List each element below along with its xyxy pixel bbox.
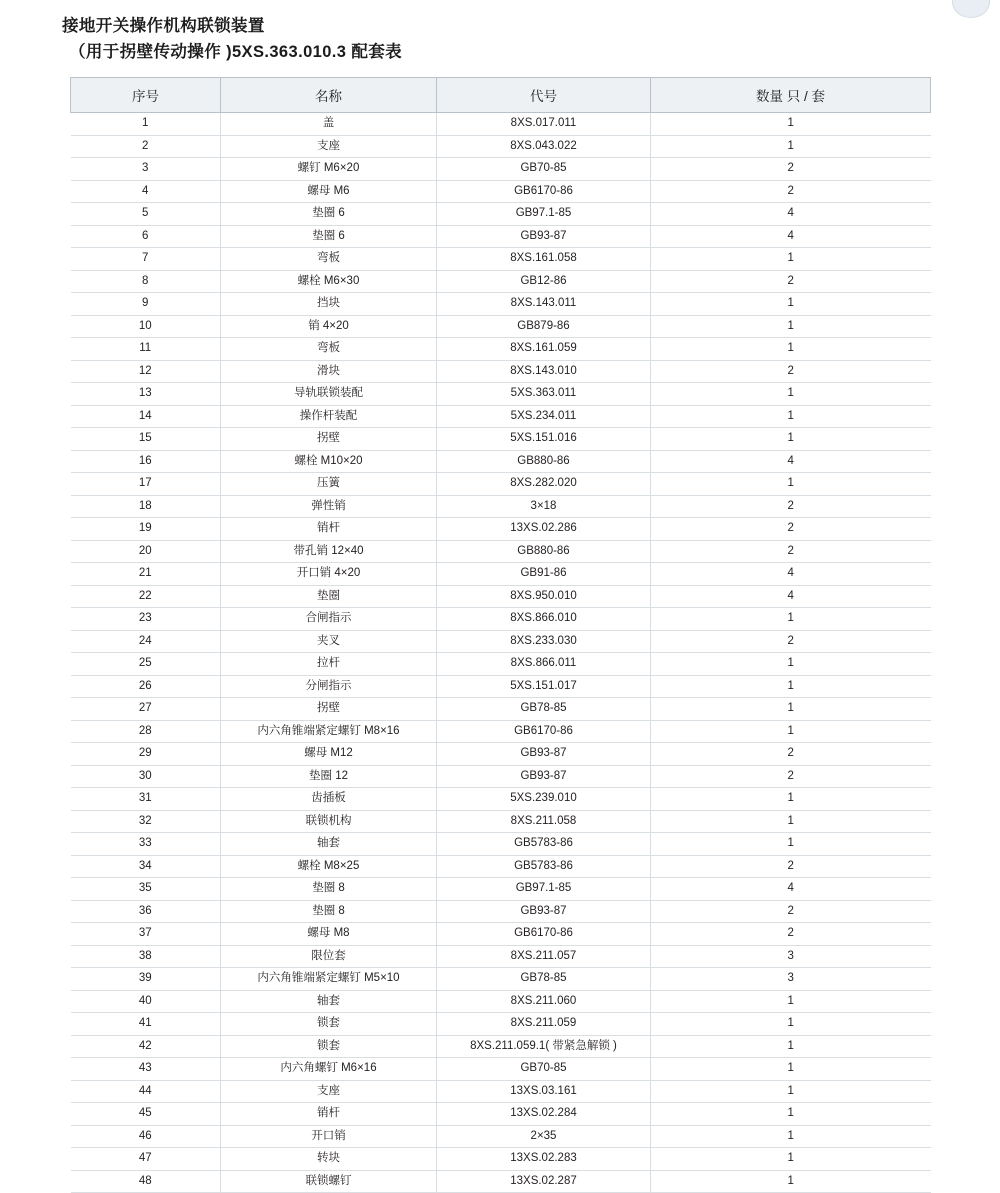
- cell-code: 8XS.211.058: [437, 810, 651, 833]
- cell-name: 开口销: [221, 1125, 437, 1148]
- table-row: [71, 1170, 931, 1193]
- cell-name: 螺母 M6: [221, 180, 437, 203]
- cell-code: 8XS.143.010: [437, 360, 651, 383]
- table-row: [71, 1148, 931, 1171]
- cell-name: 垫圈 6: [221, 203, 437, 226]
- cell-code: 8XS.211.060: [437, 990, 651, 1013]
- cell-index: 14: [71, 405, 221, 428]
- cell-index: 18: [71, 495, 221, 518]
- cell-code: GB70-85: [437, 1058, 651, 1081]
- cell-quantity: 1: [651, 1148, 931, 1171]
- table-row: [71, 765, 931, 788]
- cell-index: 46: [71, 1125, 221, 1148]
- table-row: [71, 990, 931, 1013]
- cell-code: 8XS.233.030: [437, 630, 651, 653]
- cell-code: 8XS.211.059.1( 带紧急解锁 ): [437, 1035, 651, 1058]
- cell-index: 30: [71, 765, 221, 788]
- cell-index: 9: [71, 293, 221, 316]
- cell-quantity: 1: [651, 113, 931, 136]
- parts-table: [70, 77, 931, 1193]
- cell-code: 13XS.02.283: [437, 1148, 651, 1171]
- cell-quantity: 1: [651, 135, 931, 158]
- cell-quantity: 1: [651, 428, 931, 451]
- table-row: [71, 203, 931, 226]
- parts-table-body: [71, 113, 931, 1193]
- cell-quantity: 1: [651, 653, 931, 676]
- cell-quantity: 1: [651, 1170, 931, 1193]
- cell-quantity: 1: [651, 405, 931, 428]
- cell-code: GB880-86: [437, 540, 651, 563]
- cell-index: 15: [71, 428, 221, 451]
- cell-quantity: 1: [651, 990, 931, 1013]
- column-header-quantity: 数量 只 / 套: [651, 78, 931, 113]
- cell-index: 45: [71, 1103, 221, 1126]
- cell-index: 25: [71, 653, 221, 676]
- cell-code: GB6170-86: [437, 923, 651, 946]
- cell-index: 36: [71, 900, 221, 923]
- cell-name: 垫圈 12: [221, 765, 437, 788]
- cell-code: 13XS.03.161: [437, 1080, 651, 1103]
- table-row: [71, 810, 931, 833]
- cell-name: 弯板: [221, 248, 437, 271]
- cell-quantity: 1: [651, 1080, 931, 1103]
- table-row: [71, 540, 931, 563]
- table-header-row: [71, 78, 931, 113]
- cell-index: 44: [71, 1080, 221, 1103]
- cell-index: 7: [71, 248, 221, 271]
- cell-index: 38: [71, 945, 221, 968]
- cell-code: GB5783-86: [437, 833, 651, 856]
- table-row: [71, 923, 931, 946]
- cell-quantity: 1: [651, 383, 931, 406]
- cell-quantity: 2: [651, 180, 931, 203]
- cell-code: GB93-87: [437, 743, 651, 766]
- cell-code: 3×18: [437, 495, 651, 518]
- table-row: [71, 675, 931, 698]
- cell-quantity: 2: [651, 855, 931, 878]
- cell-quantity: 1: [651, 248, 931, 271]
- cell-index: 40: [71, 990, 221, 1013]
- cell-quantity: 1: [651, 788, 931, 811]
- cell-name: 内六角锥端紧定螺钉 M8×16: [221, 720, 437, 743]
- table-row: [71, 788, 931, 811]
- cell-index: 2: [71, 135, 221, 158]
- cell-code: 2×35: [437, 1125, 651, 1148]
- cell-quantity: 1: [651, 293, 931, 316]
- cell-quantity: 3: [651, 968, 931, 991]
- cell-quantity: 1: [651, 1058, 931, 1081]
- cell-quantity: 1: [651, 1013, 931, 1036]
- cell-code: GB93-87: [437, 900, 651, 923]
- cell-name: 螺栓 M6×30: [221, 270, 437, 293]
- cell-name: 垫圈: [221, 585, 437, 608]
- cell-code: GB78-85: [437, 698, 651, 721]
- cell-index: 19: [71, 518, 221, 541]
- table-row: [71, 135, 931, 158]
- cell-name: 分闸指示: [221, 675, 437, 698]
- cell-index: 41: [71, 1013, 221, 1036]
- cell-quantity: 4: [651, 225, 931, 248]
- cell-name: 夹叉: [221, 630, 437, 653]
- cell-quantity: 2: [651, 540, 931, 563]
- cell-index: 1: [71, 113, 221, 136]
- cell-name: 螺钉 M6×20: [221, 158, 437, 181]
- cell-quantity: 1: [651, 720, 931, 743]
- cell-quantity: 2: [651, 158, 931, 181]
- table-row: [71, 900, 931, 923]
- table-row: [71, 495, 931, 518]
- cell-code: 5XS.363.011: [437, 383, 651, 406]
- table-row: [71, 720, 931, 743]
- cell-name: 垫圈 8: [221, 900, 437, 923]
- table-row: [71, 855, 931, 878]
- cell-name: 联锁螺钉: [221, 1170, 437, 1193]
- cell-index: 8: [71, 270, 221, 293]
- table-row: [71, 428, 931, 451]
- table-row: [71, 338, 931, 361]
- table-row: [71, 518, 931, 541]
- cell-quantity: 4: [651, 203, 931, 226]
- table-row: [71, 360, 931, 383]
- cell-index: 3: [71, 158, 221, 181]
- cell-index: 11: [71, 338, 221, 361]
- cell-name: 操作杆装配: [221, 405, 437, 428]
- cell-index: 48: [71, 1170, 221, 1193]
- table-row: [71, 1125, 931, 1148]
- cell-code: GB5783-86: [437, 855, 651, 878]
- cell-index: 32: [71, 810, 221, 833]
- table-row: [71, 653, 931, 676]
- cell-name: 螺栓 M10×20: [221, 450, 437, 473]
- column-header-code: 代号: [437, 78, 651, 113]
- cell-index: 4: [71, 180, 221, 203]
- cell-name: 内六角螺钉 M6×16: [221, 1058, 437, 1081]
- page-title-line-2: （用于拐壁传动操作 )5XS.363.010.3 配套表: [69, 42, 403, 61]
- cell-name: 销杆: [221, 1103, 437, 1126]
- table-row: [71, 293, 931, 316]
- cell-index: 21: [71, 563, 221, 586]
- cell-index: 10: [71, 315, 221, 338]
- cell-quantity: 4: [651, 878, 931, 901]
- cell-name: 导轨联锁装配: [221, 383, 437, 406]
- cell-name: 螺栓 M8×25: [221, 855, 437, 878]
- cell-name: 内六角锥端紧定螺钉 M5×10: [221, 968, 437, 991]
- cell-code: GB70-85: [437, 158, 651, 181]
- table-row: [71, 968, 931, 991]
- cell-quantity: 1: [651, 315, 931, 338]
- cell-code: 5XS.151.017: [437, 675, 651, 698]
- cell-name: 销杆: [221, 518, 437, 541]
- cell-quantity: 1: [651, 810, 931, 833]
- cell-name: 支座: [221, 135, 437, 158]
- table-row: [71, 833, 931, 856]
- table-row: [71, 225, 931, 248]
- cell-code: 8XS.950.010: [437, 585, 651, 608]
- cell-code: 8XS.043.022: [437, 135, 651, 158]
- table-row: [71, 1080, 931, 1103]
- cell-name: 锁套: [221, 1035, 437, 1058]
- cell-name: 齿插板: [221, 788, 437, 811]
- table-row: [71, 585, 931, 608]
- cell-code: 8XS.866.010: [437, 608, 651, 631]
- cell-index: 39: [71, 968, 221, 991]
- table-row: [71, 473, 931, 496]
- cell-name: 转块: [221, 1148, 437, 1171]
- cell-quantity: 4: [651, 585, 931, 608]
- cell-index: 17: [71, 473, 221, 496]
- cell-code: 8XS.866.011: [437, 653, 651, 676]
- cell-name: 挡块: [221, 293, 437, 316]
- cell-code: GB879-86: [437, 315, 651, 338]
- cell-name: 限位套: [221, 945, 437, 968]
- cell-index: 6: [71, 225, 221, 248]
- cell-name: 锁套: [221, 1013, 437, 1036]
- cell-code: 8XS.161.058: [437, 248, 651, 271]
- cell-quantity: 3: [651, 945, 931, 968]
- cell-quantity: 2: [651, 900, 931, 923]
- cell-name: 垫圈 6: [221, 225, 437, 248]
- cell-quantity: 2: [651, 518, 931, 541]
- cell-name: 轴套: [221, 833, 437, 856]
- cell-code: 8XS.161.059: [437, 338, 651, 361]
- cell-quantity: 4: [651, 450, 931, 473]
- cell-code: 13XS.02.284: [437, 1103, 651, 1126]
- cell-code: GB12-86: [437, 270, 651, 293]
- cell-quantity: 1: [651, 1103, 931, 1126]
- table-row: [71, 608, 931, 631]
- table-row: [71, 113, 931, 136]
- cell-name: 轴套: [221, 990, 437, 1013]
- cell-index: 31: [71, 788, 221, 811]
- table-row: [71, 248, 931, 271]
- cell-index: 43: [71, 1058, 221, 1081]
- cell-index: 29: [71, 743, 221, 766]
- cell-code: GB93-87: [437, 225, 651, 248]
- cell-name: 压簧: [221, 473, 437, 496]
- table-row: [71, 158, 931, 181]
- table-row: [71, 743, 931, 766]
- document-title-block: [0, 0, 1000, 71]
- cell-quantity: 2: [651, 743, 931, 766]
- table-row: [71, 878, 931, 901]
- cell-name: 销 4×20: [221, 315, 437, 338]
- cell-index: 33: [71, 833, 221, 856]
- cell-quantity: 4: [651, 563, 931, 586]
- cell-index: 27: [71, 698, 221, 721]
- cell-code: 8XS.017.011: [437, 113, 651, 136]
- cell-name: 拐壁: [221, 428, 437, 451]
- cell-quantity: 1: [651, 338, 931, 361]
- cell-quantity: 1: [651, 675, 931, 698]
- cell-index: 47: [71, 1148, 221, 1171]
- cell-name: 拐壁: [221, 698, 437, 721]
- cell-code: 13XS.02.286: [437, 518, 651, 541]
- table-row: [71, 1035, 931, 1058]
- cell-code: 13XS.02.287: [437, 1170, 651, 1193]
- cell-code: 5XS.151.016: [437, 428, 651, 451]
- cell-index: 35: [71, 878, 221, 901]
- cell-index: 42: [71, 1035, 221, 1058]
- cell-name: 联锁机构: [221, 810, 437, 833]
- cell-code: GB78-85: [437, 968, 651, 991]
- cell-index: 20: [71, 540, 221, 563]
- cell-quantity: 2: [651, 765, 931, 788]
- table-row: [71, 270, 931, 293]
- cell-index: 5: [71, 203, 221, 226]
- cell-name: 拉杆: [221, 653, 437, 676]
- cell-name: 开口销 4×20: [221, 563, 437, 586]
- cell-quantity: 1: [651, 1125, 931, 1148]
- cell-index: 37: [71, 923, 221, 946]
- cell-code: 5XS.234.011: [437, 405, 651, 428]
- cell-code: GB880-86: [437, 450, 651, 473]
- cell-code: GB6170-86: [437, 180, 651, 203]
- column-header-name: 名称: [221, 78, 437, 113]
- page-title-line-1: 接地开关操作机构联锁装置: [62, 17, 265, 35]
- table-row: [71, 563, 931, 586]
- cell-quantity: 1: [651, 608, 931, 631]
- table-row: [71, 1058, 931, 1081]
- cell-name: 滑块: [221, 360, 437, 383]
- cell-code: 8XS.211.059: [437, 1013, 651, 1036]
- cell-index: 24: [71, 630, 221, 653]
- cell-name: 螺母 M8: [221, 923, 437, 946]
- cell-code: 8XS.282.020: [437, 473, 651, 496]
- table-row: [71, 1103, 931, 1126]
- parts-table-head: [71, 78, 931, 113]
- cell-index: 22: [71, 585, 221, 608]
- cell-name: 螺母 M12: [221, 743, 437, 766]
- cell-name: 盖: [221, 113, 437, 136]
- cell-quantity: 2: [651, 495, 931, 518]
- table-row: [71, 1013, 931, 1036]
- table-row: [71, 450, 931, 473]
- cell-name: 弯板: [221, 338, 437, 361]
- cell-code: GB6170-86: [437, 720, 651, 743]
- table-row: [71, 180, 931, 203]
- table-row: [71, 698, 931, 721]
- column-header-index: 序号: [71, 78, 221, 113]
- cell-code: GB97.1-85: [437, 878, 651, 901]
- cell-quantity: 2: [651, 923, 931, 946]
- table-row: [71, 630, 931, 653]
- cell-index: 28: [71, 720, 221, 743]
- cell-quantity: 2: [651, 630, 931, 653]
- table-row: [71, 945, 931, 968]
- table-row: [71, 405, 931, 428]
- cell-name: 垫圈 8: [221, 878, 437, 901]
- cell-quantity: 2: [651, 270, 931, 293]
- cell-code: GB97.1-85: [437, 203, 651, 226]
- cell-code: 8XS.143.011: [437, 293, 651, 316]
- cell-code: GB93-87: [437, 765, 651, 788]
- cell-index: 13: [71, 383, 221, 406]
- table-row: [71, 383, 931, 406]
- cell-quantity: 1: [651, 698, 931, 721]
- cell-code: 8XS.211.057: [437, 945, 651, 968]
- cell-quantity: 2: [651, 360, 931, 383]
- cell-index: 23: [71, 608, 221, 631]
- cell-index: 12: [71, 360, 221, 383]
- cell-quantity: 1: [651, 833, 931, 856]
- cell-name: 支座: [221, 1080, 437, 1103]
- cell-index: 26: [71, 675, 221, 698]
- cell-index: 34: [71, 855, 221, 878]
- cell-name: 合闸指示: [221, 608, 437, 631]
- cell-index: 16: [71, 450, 221, 473]
- table-row: [71, 315, 931, 338]
- cell-name: 弹性销: [221, 495, 437, 518]
- cell-name: 带孔销 12×40: [221, 540, 437, 563]
- cell-quantity: 1: [651, 1035, 931, 1058]
- cell-quantity: 1: [651, 473, 931, 496]
- cell-code: 5XS.239.010: [437, 788, 651, 811]
- cell-code: GB91-86: [437, 563, 651, 586]
